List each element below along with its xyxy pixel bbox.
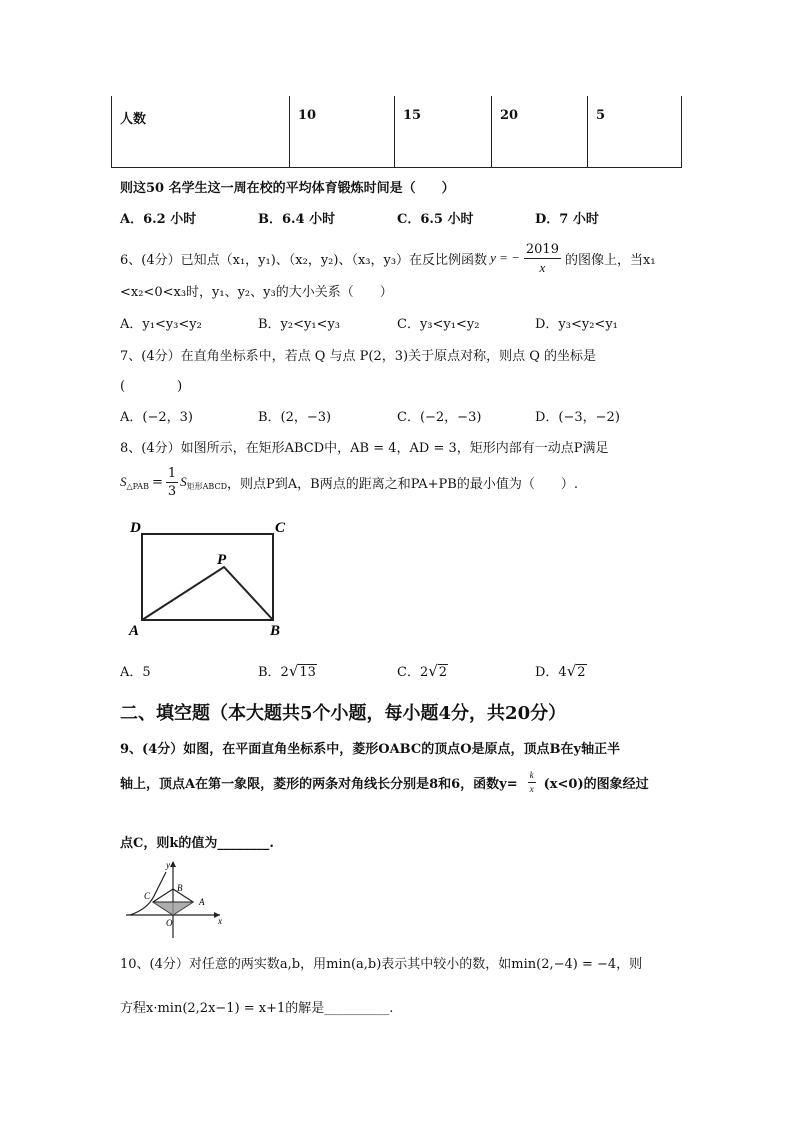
q10-line2: 方程x·min(2,2x−1) = x+1的解是__________. (120, 1001, 394, 1016)
q7-option-d: D．(−3，−2) (535, 410, 620, 425)
q5-option-c: C．6.5 小时 (397, 212, 474, 227)
label-b: B (177, 883, 183, 893)
q5-option-a: A．6.2 小时 (120, 212, 197, 227)
q8-line2 (120, 463, 578, 501)
table-cell: 人数 (112, 96, 290, 168)
q9-line3: 点C，则k的值为________. (120, 836, 274, 851)
q8-option-c: C．2√2 (397, 662, 448, 680)
q8-option-b: B．2√13 (258, 662, 316, 680)
q8-frac-den: 3 (167, 483, 177, 499)
q8-option-c-coef: C．2 (397, 665, 429, 680)
q6-option-b: B．y₂<y₁<y₃ (258, 317, 341, 332)
q8-s-eq: = (151, 474, 163, 490)
q9-rhombus-figure (124, 858, 228, 940)
q8-s-rhs: S (180, 474, 187, 489)
q6-line2: <x₂<0<x₃时，y₁、y₂、y₃的大小关系（ ） (120, 285, 393, 300)
q5-option-d: D．7 小时 (535, 212, 599, 227)
label-b: B (270, 623, 281, 639)
q7-option-a: A．(−2，3) (120, 410, 193, 425)
q7-line1: 7、(4分）在直角坐标系中，若点 Q 与点 P(2，3)关于原点对称，则点 Q 的坐标是 (120, 349, 597, 364)
q6-func-lhs: y = − (490, 250, 520, 265)
q6-frac-den: x (539, 259, 546, 275)
q8-frac-num: 1 (167, 465, 177, 481)
q9-line2-suffix: (x<0)的图象经过 (543, 776, 649, 792)
q7-line2: ( ) (120, 379, 183, 394)
shaded-region (153, 902, 193, 915)
label-d: D (130, 520, 141, 536)
q7-option-b: B．(2，−3) (258, 410, 332, 425)
q8-line1: 8、(4分）如图所示，在矩形ABCD中，AB = 4，AD = 3，矩形内部有一动点P满足 (120, 441, 609, 456)
q5-stem: 则这50 名学生这一周在校的平均体育锻炼时间是（ ） (120, 181, 455, 196)
q7-option-c: C．(−2，−3) (397, 410, 482, 425)
section-heading: 二、填空题（本大题共5个小题，每小题4分，共20分） (120, 703, 567, 724)
label-c: C (275, 520, 286, 536)
q9-fraction (528, 771, 536, 794)
q5-option-b: B．6.4 小时 (258, 212, 336, 227)
q6-option-a: A．y₁<y₃<y₂ (120, 317, 202, 332)
label-a: A (129, 623, 140, 639)
q8-option-c-radicand: 2 (438, 665, 448, 680)
q8-option-d-radicand: 2 (577, 665, 586, 680)
q9-frac-den: x (529, 783, 534, 794)
q8-fraction (166, 467, 178, 498)
label-x: x (218, 916, 222, 926)
q9-line1: 9、(4分）如图，在平面直角坐标系中，菱形OABC的顶点O是原点，顶点B在y轴正半 (120, 742, 621, 757)
q9-frac-num: k (528, 771, 536, 783)
table-cell: 5 (588, 96, 682, 168)
q6-option-d: D．y₃<y₂<y₁ (535, 317, 618, 332)
q6-line1-suffix: 的图像上，当x₁ (564, 252, 656, 268)
q8-rectangle-figure (126, 515, 292, 639)
q6-line1-prefix: 6、(4分）已知点（x₁，y₁)、（x₂，y₂)、（x₃，y₃）在反比例函数 (120, 252, 488, 268)
q8-option-d: D．4√2 (535, 662, 586, 680)
q10-line1: 10、(4分）对任意的两实数a,b，用min(a,b)表示其中较小的数，如min(2,−4) = −4，则 (120, 957, 643, 972)
q8-option-b-coef: B．2 (258, 665, 289, 680)
y-axis-arrow (170, 861, 176, 867)
q8-line2-suffix: ，则点P到A，B两点的距离之和PA+PB的最小值为（ ）. (227, 476, 578, 492)
q8-option-d-coef: D．4 (535, 665, 567, 680)
label-c: C (144, 891, 151, 901)
q6-frac-num: 2019 (525, 241, 559, 257)
q9-line2-prefix: 轴上，顶点A在第一象限，菱形的两条对角线长分别是8和6，函数y= (120, 776, 518, 792)
q9-line2 (120, 765, 649, 799)
q8-s-lhs: S (120, 474, 127, 489)
table-cell: 15 (395, 96, 492, 168)
q8-s-lhs-sub: △PAB (126, 481, 149, 491)
table-row (112, 96, 682, 168)
q6-line1 (120, 238, 656, 278)
q8-option-a: A．5 (120, 665, 151, 680)
q6-fraction (524, 243, 561, 274)
data-table (111, 96, 682, 168)
label-a: A (199, 897, 205, 907)
q8-option-b-radicand: 13 (299, 665, 316, 680)
q6-option-c: C．y₃<y₁<y₂ (397, 317, 480, 332)
label-p: P (217, 552, 227, 568)
table-cell: 10 (290, 96, 395, 168)
label-y: y (166, 860, 170, 870)
label-o: O (166, 918, 173, 928)
table-cell: 20 (492, 96, 588, 168)
triangle-pab (142, 567, 273, 620)
q8-s-rhs-sub: 矩形ABCD (186, 481, 227, 491)
